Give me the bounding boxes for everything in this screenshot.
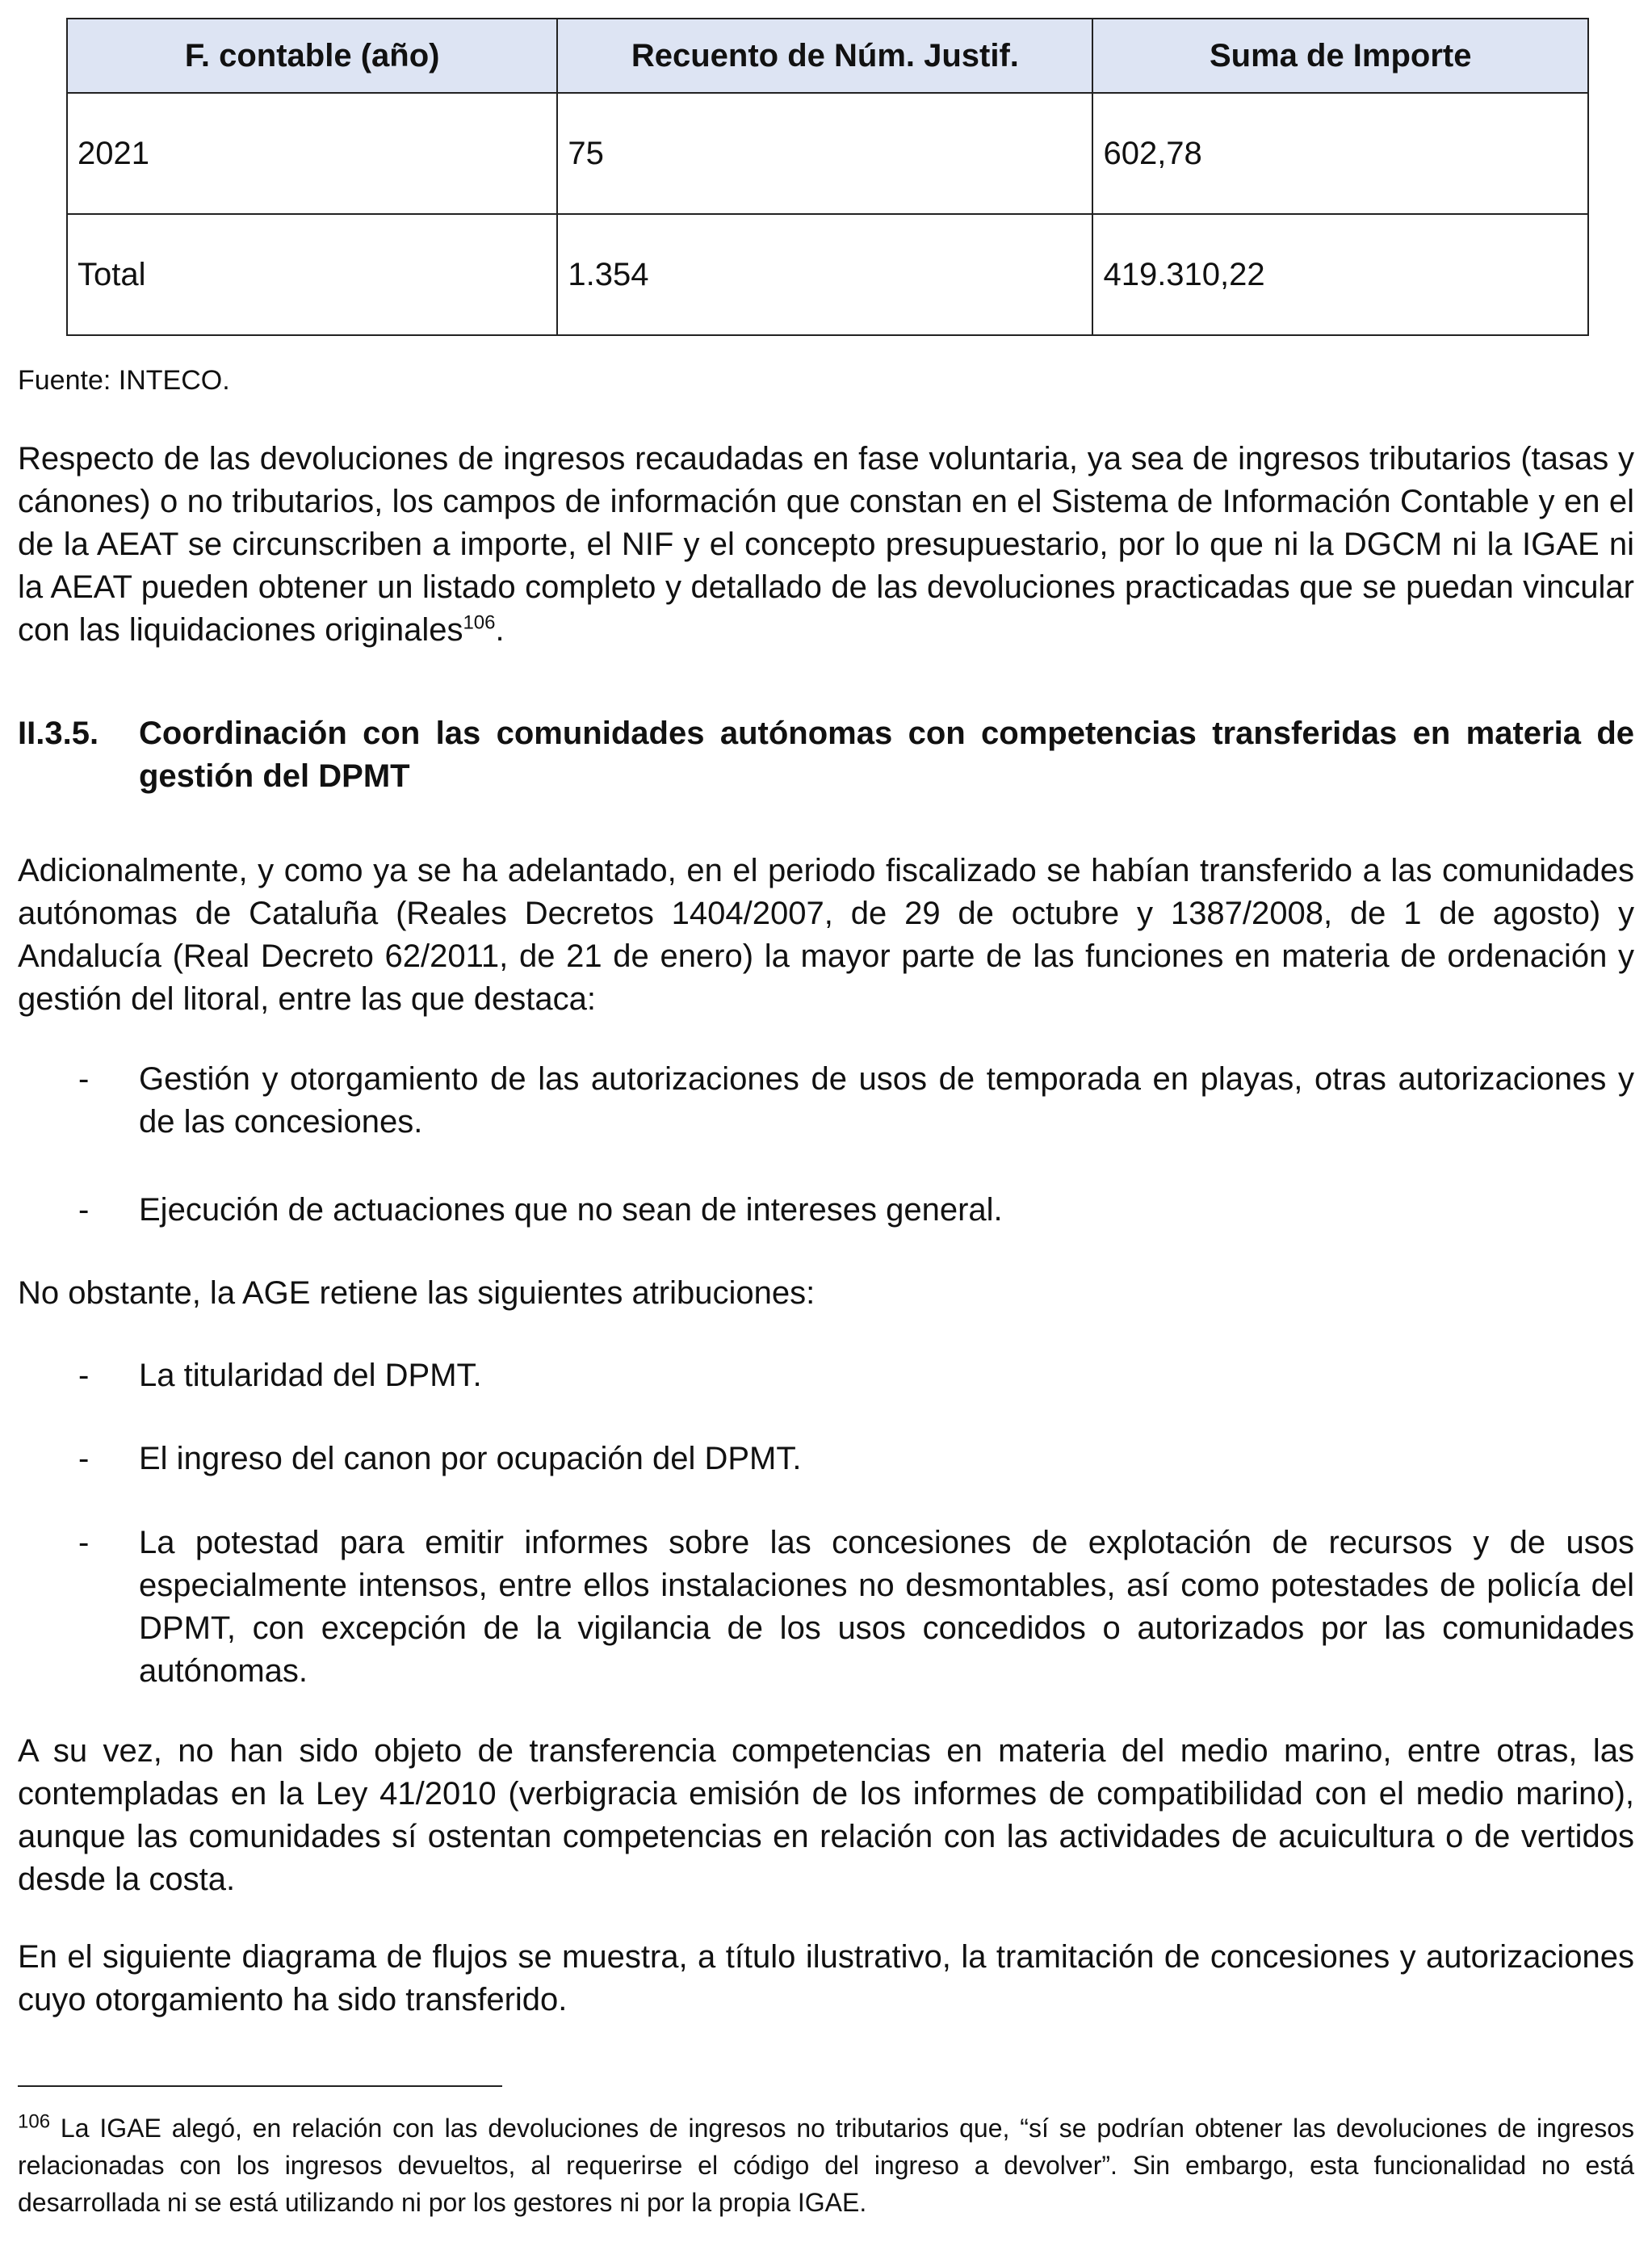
footnote-number: 106	[18, 2110, 51, 2133]
data-table	[66, 18, 1589, 336]
table-row	[67, 93, 1588, 214]
list-dash: -	[78, 1441, 90, 1476]
list-dash: -	[78, 1192, 90, 1228]
paragraph-devoluciones	[18, 438, 1634, 652]
paragraph-medio-marino	[18, 1730, 1634, 1901]
list-item-text: El ingreso del canon por ocupación del DPMT.	[139, 1441, 802, 1476]
list-dash: -	[78, 1358, 90, 1393]
list-item	[18, 1522, 1634, 1693]
table-cell: 419.310,22	[1092, 214, 1588, 335]
paragraph-text: A su vez, no han sido objeto de transferencia competencias en materia del medio marino, entre otras, las contempladas en la Ley 41/2010 (verbigracia emisión de los informes de compatibilidad con el medio marino), aunque las comunidades sí ostentan competencias en relación con las actividades de acuicultura o de vertidos desde la costa.	[18, 1733, 1634, 1897]
table-header-cell: Suma de Importe	[1092, 19, 1588, 93]
footnote-text: La IGAE alegó, en relación con las devoluciones de ingresos no tributarios que, “sí se podrían obtener las devoluciones de ingresos relacionadas con los ingresos devueltos, al requerirse el código del ingreso a devolver”. Sin embargo, esta funcionalidad no está desarrollada ni se está utilizando ni por los gestores ni por la propia IGAE.	[18, 2114, 1634, 2217]
list-item-text: Ejecución de actuaciones que no sean de intereses general.	[139, 1192, 1003, 1228]
list-dash: -	[78, 1061, 90, 1097]
table-header-cell: F. contable (año)	[67, 19, 557, 93]
paragraph-diagrama	[18, 1936, 1634, 2022]
paragraph-text: En el siguiente diagrama de flujos se muestra, a título ilustrativo, la tramitación de concesiones y autorizaciones cuyo otorgamiento ha sido transferido.	[18, 1939, 1634, 2017]
list-item	[18, 1354, 1634, 1397]
table-source: Fuente: INTECO.	[18, 365, 230, 396]
table-row-total	[67, 214, 1588, 335]
table-header-cell: Recuento de Núm. Justif.	[557, 19, 1092, 93]
paragraph-end: .	[495, 612, 505, 648]
list-item-text: La titularidad del DPMT.	[139, 1358, 482, 1393]
list-item-text: La potestad para emitir informes sobre las concesiones de explotación de recursos y de usos especialmente intensos, entre ellos instalaciones no desmontables, así como potestades de policía del DPMT, con excepción de la vigilancia de los usos concedidos o autorizados por las comunidades autónomas.	[139, 1525, 1634, 1689]
list-item	[18, 1058, 1634, 1144]
table-cell: 602,78	[1092, 93, 1588, 214]
paragraph-age	[18, 1272, 1634, 1315]
table-header-row	[67, 19, 1588, 93]
list-item	[18, 1189, 1634, 1232]
table-cell: 2021	[67, 93, 557, 214]
paragraph-text: No obstante, la AGE retiene las siguientes atribuciones:	[18, 1275, 816, 1311]
paragraph-text: Respecto de las devoluciones de ingresos recaudadas en fase voluntaria, ya sea de ingresos tributarios (tasas y cánones) o no tributarios, los campos de información que constan en el Sistema de Información Contable y en el de la AEAT se circunscriben a importe, el NIF y el concepto presupuestario, por lo que ni la DGCM ni la IGAE ni la AEAT pueden obtener un listado completo y detallado de las devoluciones practicadas que se puedan vincular con las liquidaciones originales	[18, 441, 1634, 648]
list-item	[18, 1438, 1634, 1480]
table-cell: Total	[67, 214, 557, 335]
paragraph-transferencias	[18, 850, 1634, 1021]
footnote-reference[interactable]: 106	[463, 611, 496, 634]
section-heading	[18, 712, 1634, 798]
footnote	[18, 2110, 1634, 2221]
section-title: Coordinación con las comunidades autónomas con competencias transferidas en materia de gestión del DPMT	[139, 716, 1634, 794]
table-cell: 1.354	[557, 214, 1092, 335]
paragraph-text: Adicionalmente, y como ya se ha adelantado, en el periodo fiscalizado se habían transferido a las comunidades autónomas de Cataluña (Reales Decretos 1404/2007, de 29 de octubre y 1387/2008, de 1 de agosto) y Andalucía (Real Decreto 62/2011, de 21 de enero) la mayor parte de las funciones en materia de ordenación y gestión del litoral, entre las que destaca:	[18, 853, 1634, 1017]
list-dash: -	[78, 1525, 90, 1560]
table-cell: 75	[557, 93, 1092, 214]
list-item-text: Gestión y otorgamiento de las autorizaciones de usos de temporada en playas, otras autorizaciones y de las concesiones.	[139, 1061, 1634, 1140]
section-number: II.3.5.	[18, 716, 99, 751]
footnote-divider	[18, 2085, 502, 2087]
